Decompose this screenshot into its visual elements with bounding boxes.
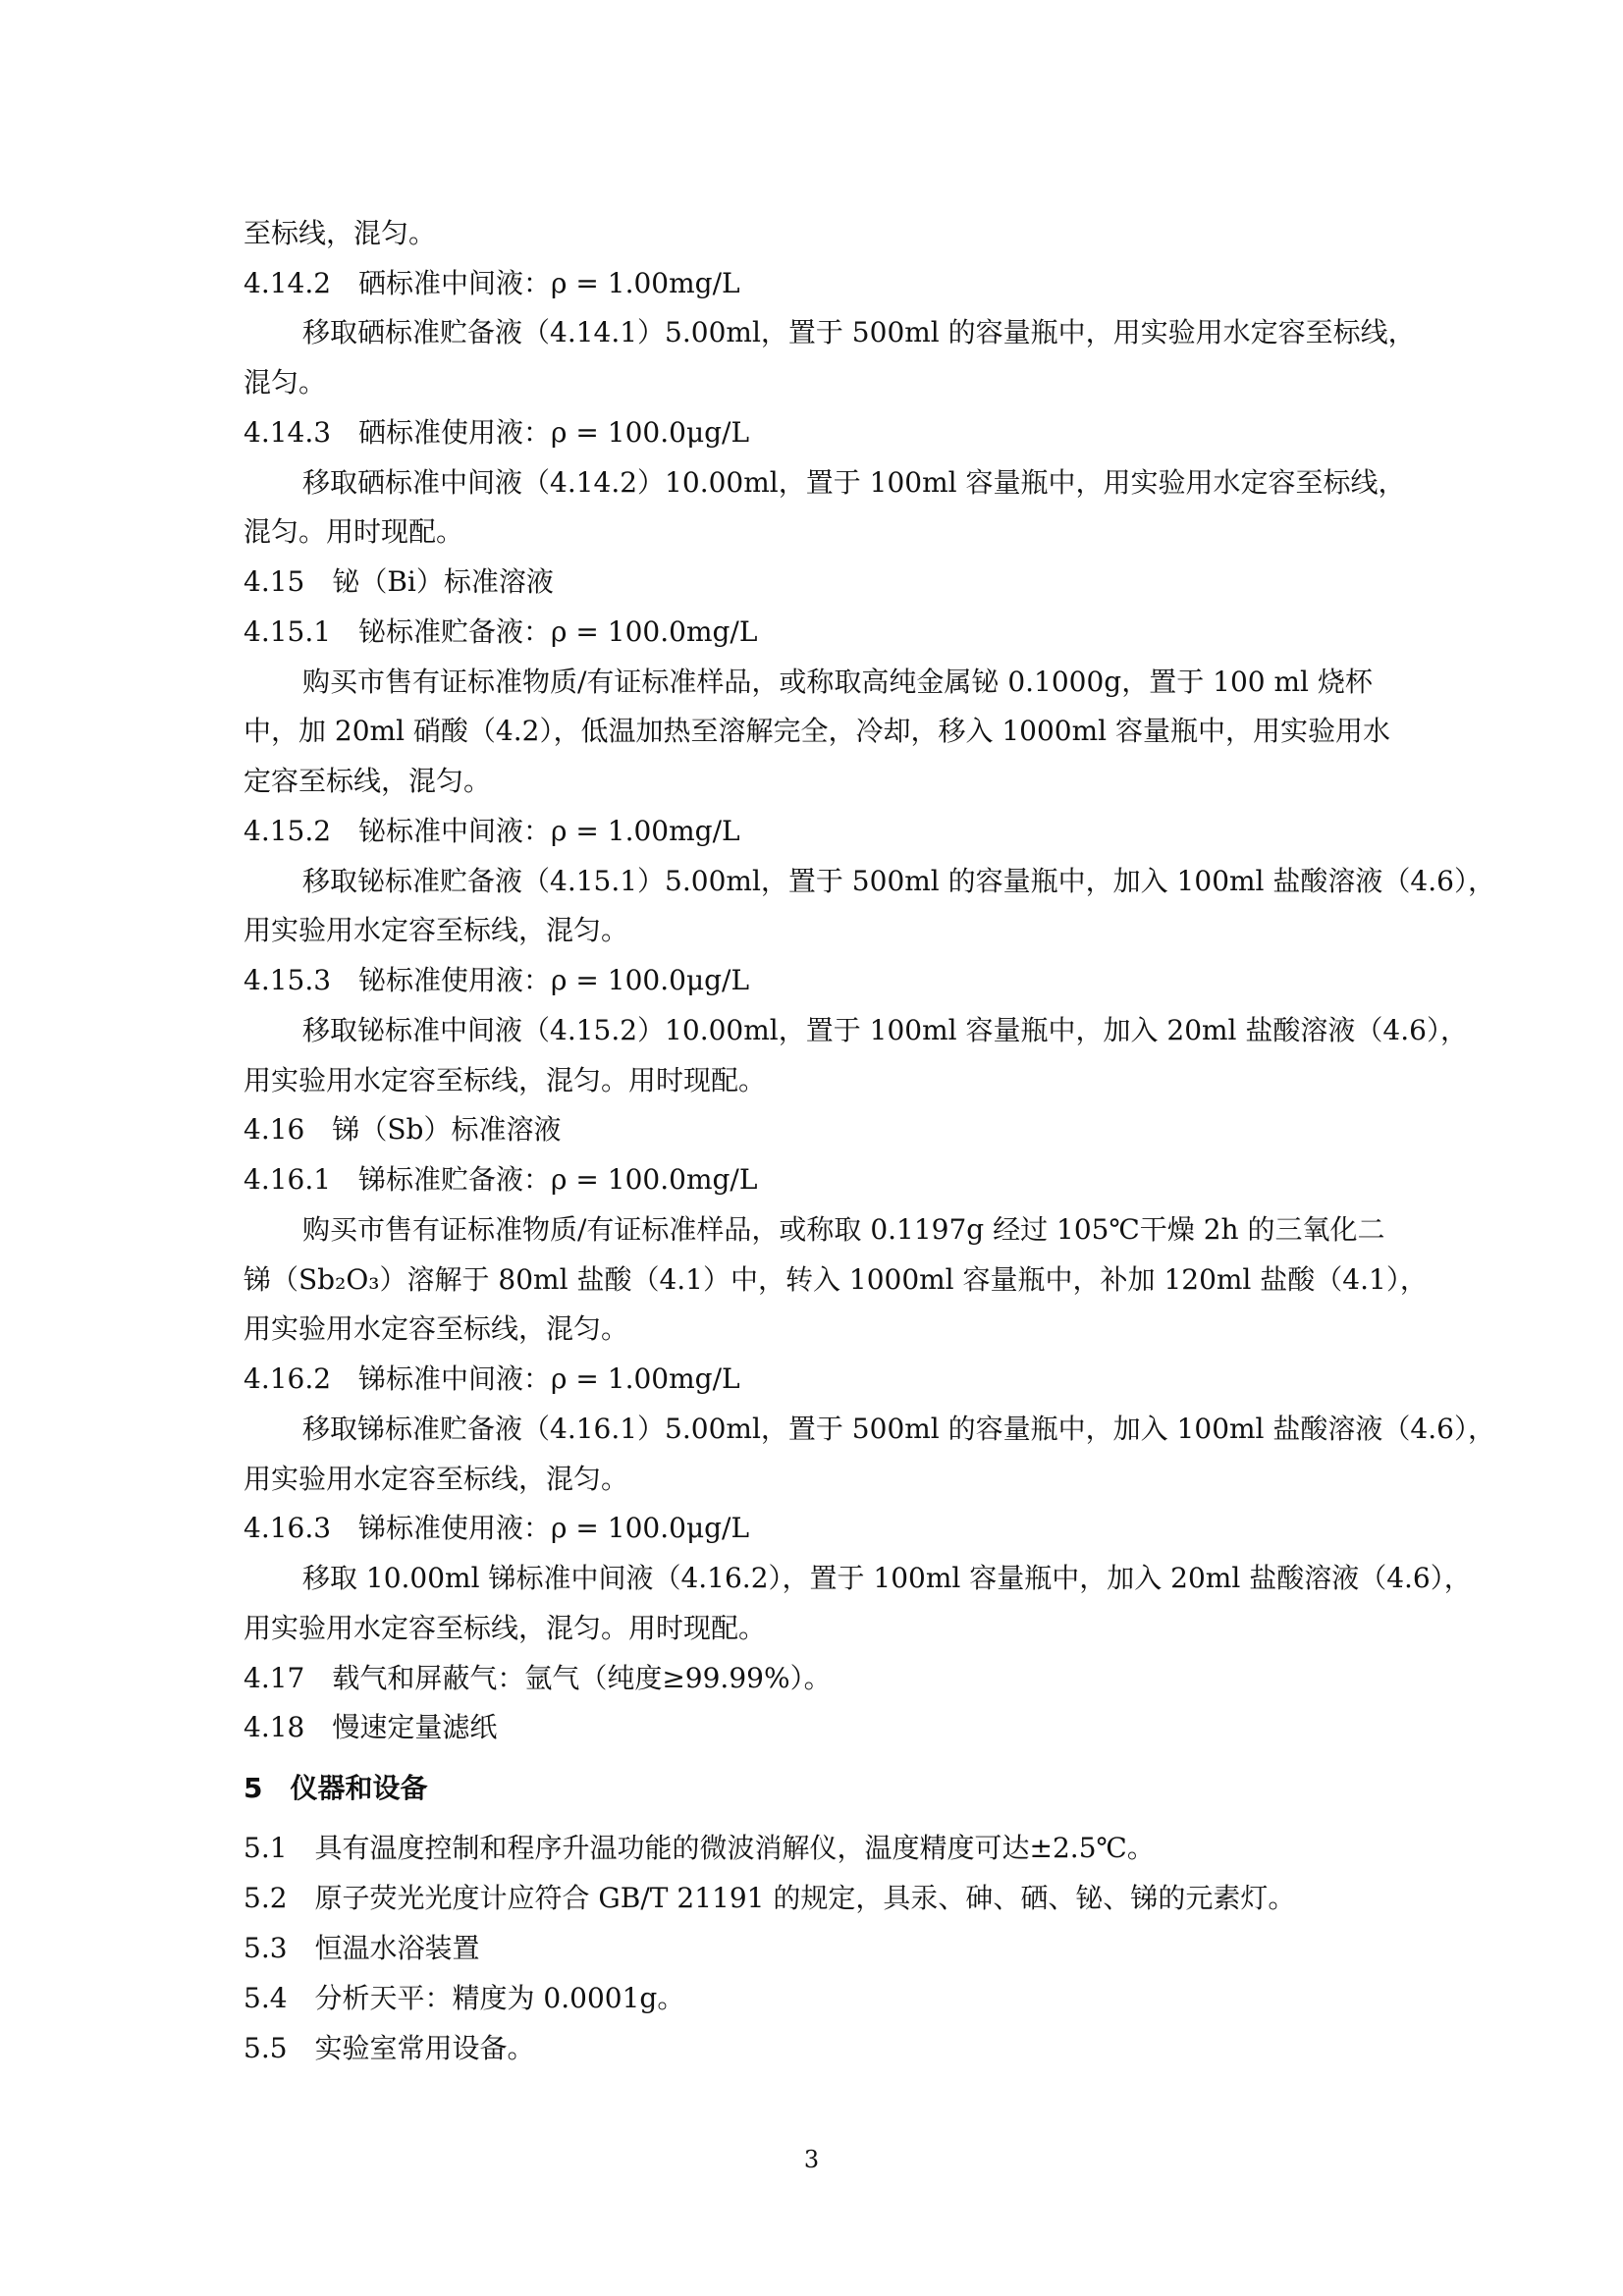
text-line: 4.16.1 锑标准贮备液：ρ = 100.0mg/L — [243, 1163, 758, 1196]
text-line: 移取铋标准贮备液（4.15.1）5.00ml，置于 500ml 的容量瓶中，加入 100ml 盐酸溶液（4.6）， — [302, 865, 1495, 897]
text-line: 混匀。 — [243, 366, 327, 399]
text-line: 4.14.3 硒标准使用液：ρ = 100.0μg/L — [243, 416, 750, 449]
text-line: 4.16.3 锑标准使用液：ρ = 100.0μg/L — [243, 1512, 750, 1544]
section-5-item: 5.4 分析天平：精度为 0.0001g。 — [243, 1982, 685, 2014]
text-line: 移取铋标准中间液（4.15.2）10.00ml，置于 100ml 容量瓶中，加入 20ml 盐酸溶液（4.6）， — [302, 1014, 1468, 1046]
text-line: 移取 10.00ml 锑标准中间液（4.16.2），置于 100ml 容量瓶中，加入 20ml 盐酸溶液（4.6）， — [302, 1562, 1472, 1594]
text-line: 4.16 锑（Sb）标准溶液 — [243, 1113, 562, 1146]
text-line: 移取硒标准中间液（4.14.2）10.00ml，置于 100ml 容量瓶中，用实验用水定容至标线， — [302, 466, 1406, 499]
text-line: 4.15.3 铋标准使用液：ρ = 100.0μg/L — [243, 964, 750, 996]
text-line: 中，加 20ml 硝酸（4.2），低温加热至溶解完全，冷却，移入 1000ml 容量瓶中，用实验用水 — [243, 715, 1391, 747]
section-5-item: 5.5 实验室常用设备。 — [243, 2032, 535, 2064]
text-line: 移取锑标准贮备液（4.16.1）5.00ml，置于 500ml 的容量瓶中，加入 100ml 盐酸溶液（4.6）， — [302, 1413, 1495, 1445]
text-line: 移取硒标准贮备液（4.14.1）5.00ml，置于 500ml 的容量瓶中，用实验用水定容至标线， — [302, 316, 1416, 348]
text-line: 4.14.2 硒标准中间液：ρ = 1.00mg/L — [243, 267, 740, 299]
section-5-item: 5.2 原子荧光光度计应符合 GB/T 21191 的规定，具汞、砷、硒、铋、锑的元素灯。 — [243, 1882, 1296, 1914]
text-line: 4.16.2 锑标准中间液：ρ = 1.00mg/L — [243, 1362, 740, 1395]
text-line: 用实验用水定容至标线，混匀。 — [243, 914, 629, 946]
text-line: 购买市售有证标准物质/有证标准样品，或称取 0.1197g 经过 105℃干燥 2h 的三氧化二 — [302, 1213, 1385, 1246]
section-5-title: 5 仪器和设备 — [243, 1772, 428, 1804]
text-line: 定容至标线，混匀。 — [243, 765, 492, 797]
text-line: 用实验用水定容至标线，混匀。用时现配。 — [243, 1612, 767, 1644]
text-line: 4.17 载气和屏蔽气：氩气（纯度≥99.99%）。 — [243, 1662, 832, 1694]
text-line: 4.15.1 铋标准贮备液：ρ = 100.0mg/L — [243, 615, 758, 648]
text-line: 4.18 慢速定量滤纸 — [243, 1711, 498, 1743]
text-line: 混匀。用时现配。 — [243, 515, 464, 548]
page-number: 3 — [803, 2146, 820, 2173]
text-line: 购买市售有证标准物质/有证标准样品，或称取高纯金属铋 0.1000g，置于 100 ml 烧杯 — [302, 666, 1373, 698]
text-line: 至标线，混匀。 — [243, 217, 437, 249]
text-line: 4.15 铋（Bi）标准溶液 — [243, 565, 554, 598]
text-line: 4.15.2 铋标准中间液：ρ = 1.00mg/L — [243, 815, 740, 847]
text-line: 用实验用水定容至标线，混匀。 — [243, 1312, 629, 1345]
text-line: 用实验用水定容至标线，混匀。 — [243, 1463, 629, 1495]
section-5-item: 5.3 恒温水浴装置 — [243, 1932, 480, 1964]
section-5-item: 5.1 具有温度控制和程序升温功能的微波消解仪，温度精度可达±2.5℃。 — [243, 1832, 1155, 1864]
text-line: 用实验用水定容至标线，混匀。用时现配。 — [243, 1064, 767, 1096]
text-line: 锑（Sb₂O₃）溶解于 80ml 盐酸（4.1）中，转入 1000ml 容量瓶中，补加 120ml 盐酸（4.1）， — [243, 1263, 1428, 1296]
